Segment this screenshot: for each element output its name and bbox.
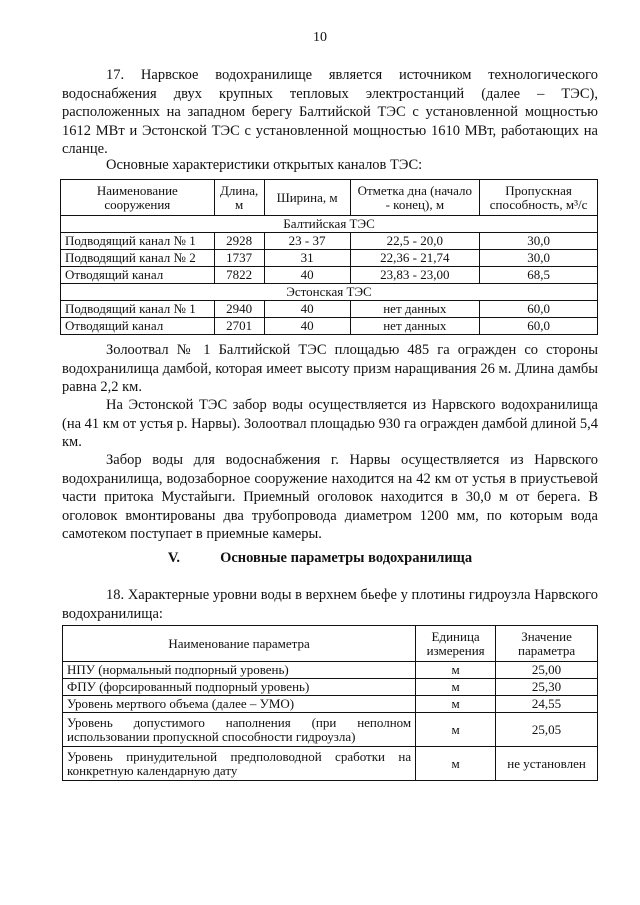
cell-width: 40 (264, 301, 350, 318)
channels-table (60, 179, 598, 335)
col-header-parameter: Наименование параметра (63, 626, 416, 662)
page-number: 10 (313, 30, 327, 45)
section-heading (0, 550, 640, 567)
col-header-name: Наименование сооружения (61, 180, 215, 216)
cell-capacity: 60,0 (480, 318, 598, 335)
cell-parameter: Уровень мертвого объема (далее – УМО) (63, 696, 416, 713)
col-header-bottom-mark: Отметка дна (начало - конец), м (350, 180, 480, 216)
col-header-capacity: Пропускная способность, м³/с (480, 180, 598, 216)
paragraph-17: 17. Нарвское водохранилище является источником технологического водоснабжения двух крупных тепловых электростанций (далее – ТЭС), расположенных на западном берегу Балтийской ТЭС с установленной мощностью 1612 МВт и Эстонской ТЭС с установленной мощностью 1610 МВт, работающих на сланце. (62, 67, 598, 157)
cell-capacity: 30,0 (480, 250, 598, 267)
cell-capacity: 68,5 (480, 267, 598, 284)
cell-name: Подводящий канал № 1 (61, 301, 215, 318)
cell-name: Отводящий канал (61, 318, 215, 335)
cell-name: Подводящий канал № 2 (61, 250, 215, 267)
table1-caption: Основные характеристики открытых каналов ТЭС: (106, 157, 423, 173)
cell-length: 7822 (214, 267, 264, 284)
cell-parameter: Уровень допустимого наполнения (при неполном использовании пропускной способности гидроузла) (63, 713, 416, 747)
cell-value: 25,30 (496, 679, 598, 696)
section-number: V. (167, 550, 181, 566)
cell-length: 2940 (214, 301, 264, 318)
cell-length: 2701 (214, 318, 264, 335)
cell-length: 1737 (214, 250, 264, 267)
table-row (61, 301, 598, 318)
cell-value: 25,05 (496, 713, 598, 747)
cell-bottom-mark: нет данных (350, 301, 480, 318)
cell-width: 40 (264, 267, 350, 284)
col-header-value: Значение параметра (496, 626, 598, 662)
table-row (61, 233, 598, 250)
col-header-width: Ширина, м (264, 180, 350, 216)
group-row (61, 284, 598, 301)
cell-unit: м (416, 747, 496, 781)
table-row (61, 250, 598, 267)
cell-length: 2928 (214, 233, 264, 250)
cell-width: 40 (264, 318, 350, 335)
cell-bottom-mark: 22,36 - 21,74 (350, 250, 480, 267)
cell-parameter: НПУ (нормальный подпорный уровень) (63, 662, 416, 679)
cell-unit: м (416, 696, 496, 713)
table-row (63, 713, 598, 747)
table-row (63, 696, 598, 713)
paragraph-ash-dump-baltic: Золоотвал № 1 Балтийской ТЭС площадью 485 га огражден со стороны водохранилища дамбой, которая имеет высоту призм наращивания 26 м. Длина дамбы равна 2,2 км. (62, 342, 598, 395)
group-row (61, 216, 598, 233)
cell-capacity: 30,0 (480, 233, 598, 250)
table-row (63, 747, 598, 781)
paragraph-18: 18. Характерные уровни воды в верхнем бьефе у плотины гидроузла Нарвского водохранилища: (62, 587, 598, 622)
col-header-length: Длина, м (214, 180, 264, 216)
table-row (63, 662, 598, 679)
cell-name: Отводящий канал (61, 267, 215, 284)
paragraph-water-intake: Забор воды для водоснабжения г. Нарвы осуществляется из Нарвского водохранилища, водозаборное сооружение находится на 42 км от устья в приустьевой части притока Мустайыги. Приемный оголовок находится в 30,0 м от берега. В оголовок вмонтированы два трубопровода диаметром 1200 мм, по которым вода самотеком поступает в приемные камеры. (62, 452, 598, 542)
section-title: Основные параметры водохранилища (220, 550, 473, 566)
table2-header-row (63, 626, 598, 662)
cell-bottom-mark: 22,5 - 20,0 (350, 233, 480, 250)
table-row (63, 679, 598, 696)
paragraph-ash-dump-estonian: На Эстонской ТЭС забор воды осуществляется из Нарвского водохранилища (на 41 км от устья р. Нарвы). Золоотвал площадью 930 га огражден дамбой длиной 5,4 км. (62, 397, 598, 450)
table1-header-row (61, 180, 598, 216)
table-row (61, 318, 598, 335)
cell-width: 23 - 37 (264, 233, 350, 250)
cell-bottom-mark: нет данных (350, 318, 480, 335)
cell-name: Подводящий канал № 1 (61, 233, 215, 250)
cell-bottom-mark: 23,83 - 23,00 (350, 267, 480, 284)
cell-unit: м (416, 662, 496, 679)
cell-unit: м (416, 679, 496, 696)
cell-capacity: 60,0 (480, 301, 598, 318)
group-label-baltic: Балтийская ТЭС (61, 216, 598, 233)
cell-width: 31 (264, 250, 350, 267)
cell-value: 24,55 (496, 696, 598, 713)
cell-value: 25,00 (496, 662, 598, 679)
cell-value: не установлен (496, 747, 598, 781)
cell-parameter: ФПУ (форсированный подпорный уровень) (63, 679, 416, 696)
levels-table (62, 625, 598, 781)
table-row (61, 267, 598, 284)
group-label-estonian: Эстонская ТЭС (61, 284, 598, 301)
cell-unit: м (416, 713, 496, 747)
col-header-unit: Единица измерения (416, 626, 496, 662)
cell-parameter: Уровень принудительной предполоводной сработки на конкретную календарную дату (63, 747, 416, 781)
